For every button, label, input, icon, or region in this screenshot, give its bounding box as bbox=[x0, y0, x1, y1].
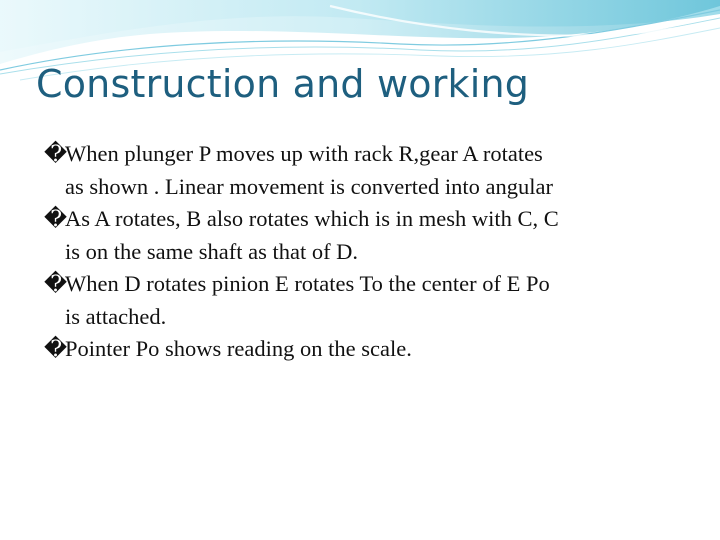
bullet-line: When D rotates pinion E rotates To the center of E Po bbox=[65, 271, 550, 296]
bullet-line: As A rotates, B also rotates which is in mesh with C, C bbox=[65, 206, 559, 231]
bullet-item bbox=[44, 203, 694, 268]
bullet-line: is attached. bbox=[65, 303, 167, 329]
bullet-item bbox=[44, 268, 694, 333]
bullet-list bbox=[44, 138, 694, 366]
wave-band-front bbox=[0, 0, 720, 64]
bullet-marker-icon: � bbox=[44, 271, 68, 296]
bullet-item bbox=[44, 333, 694, 366]
bullet-item bbox=[44, 138, 694, 203]
bullet-marker-icon: � bbox=[44, 141, 68, 166]
bullet-marker-icon: � bbox=[44, 206, 68, 231]
bullet-line: When plunger P moves up with rack R,gear A rotates bbox=[65, 141, 543, 166]
bullet-line: as shown . Linear movement is converted into angular bbox=[65, 173, 553, 199]
bullet-line: Pointer Po shows reading on the scale. bbox=[65, 336, 412, 361]
bullet-line: is on the same shaft as that of D. bbox=[65, 238, 359, 264]
bullet-marker-icon: � bbox=[44, 336, 68, 361]
slide-title: Construction and working bbox=[36, 62, 530, 106]
